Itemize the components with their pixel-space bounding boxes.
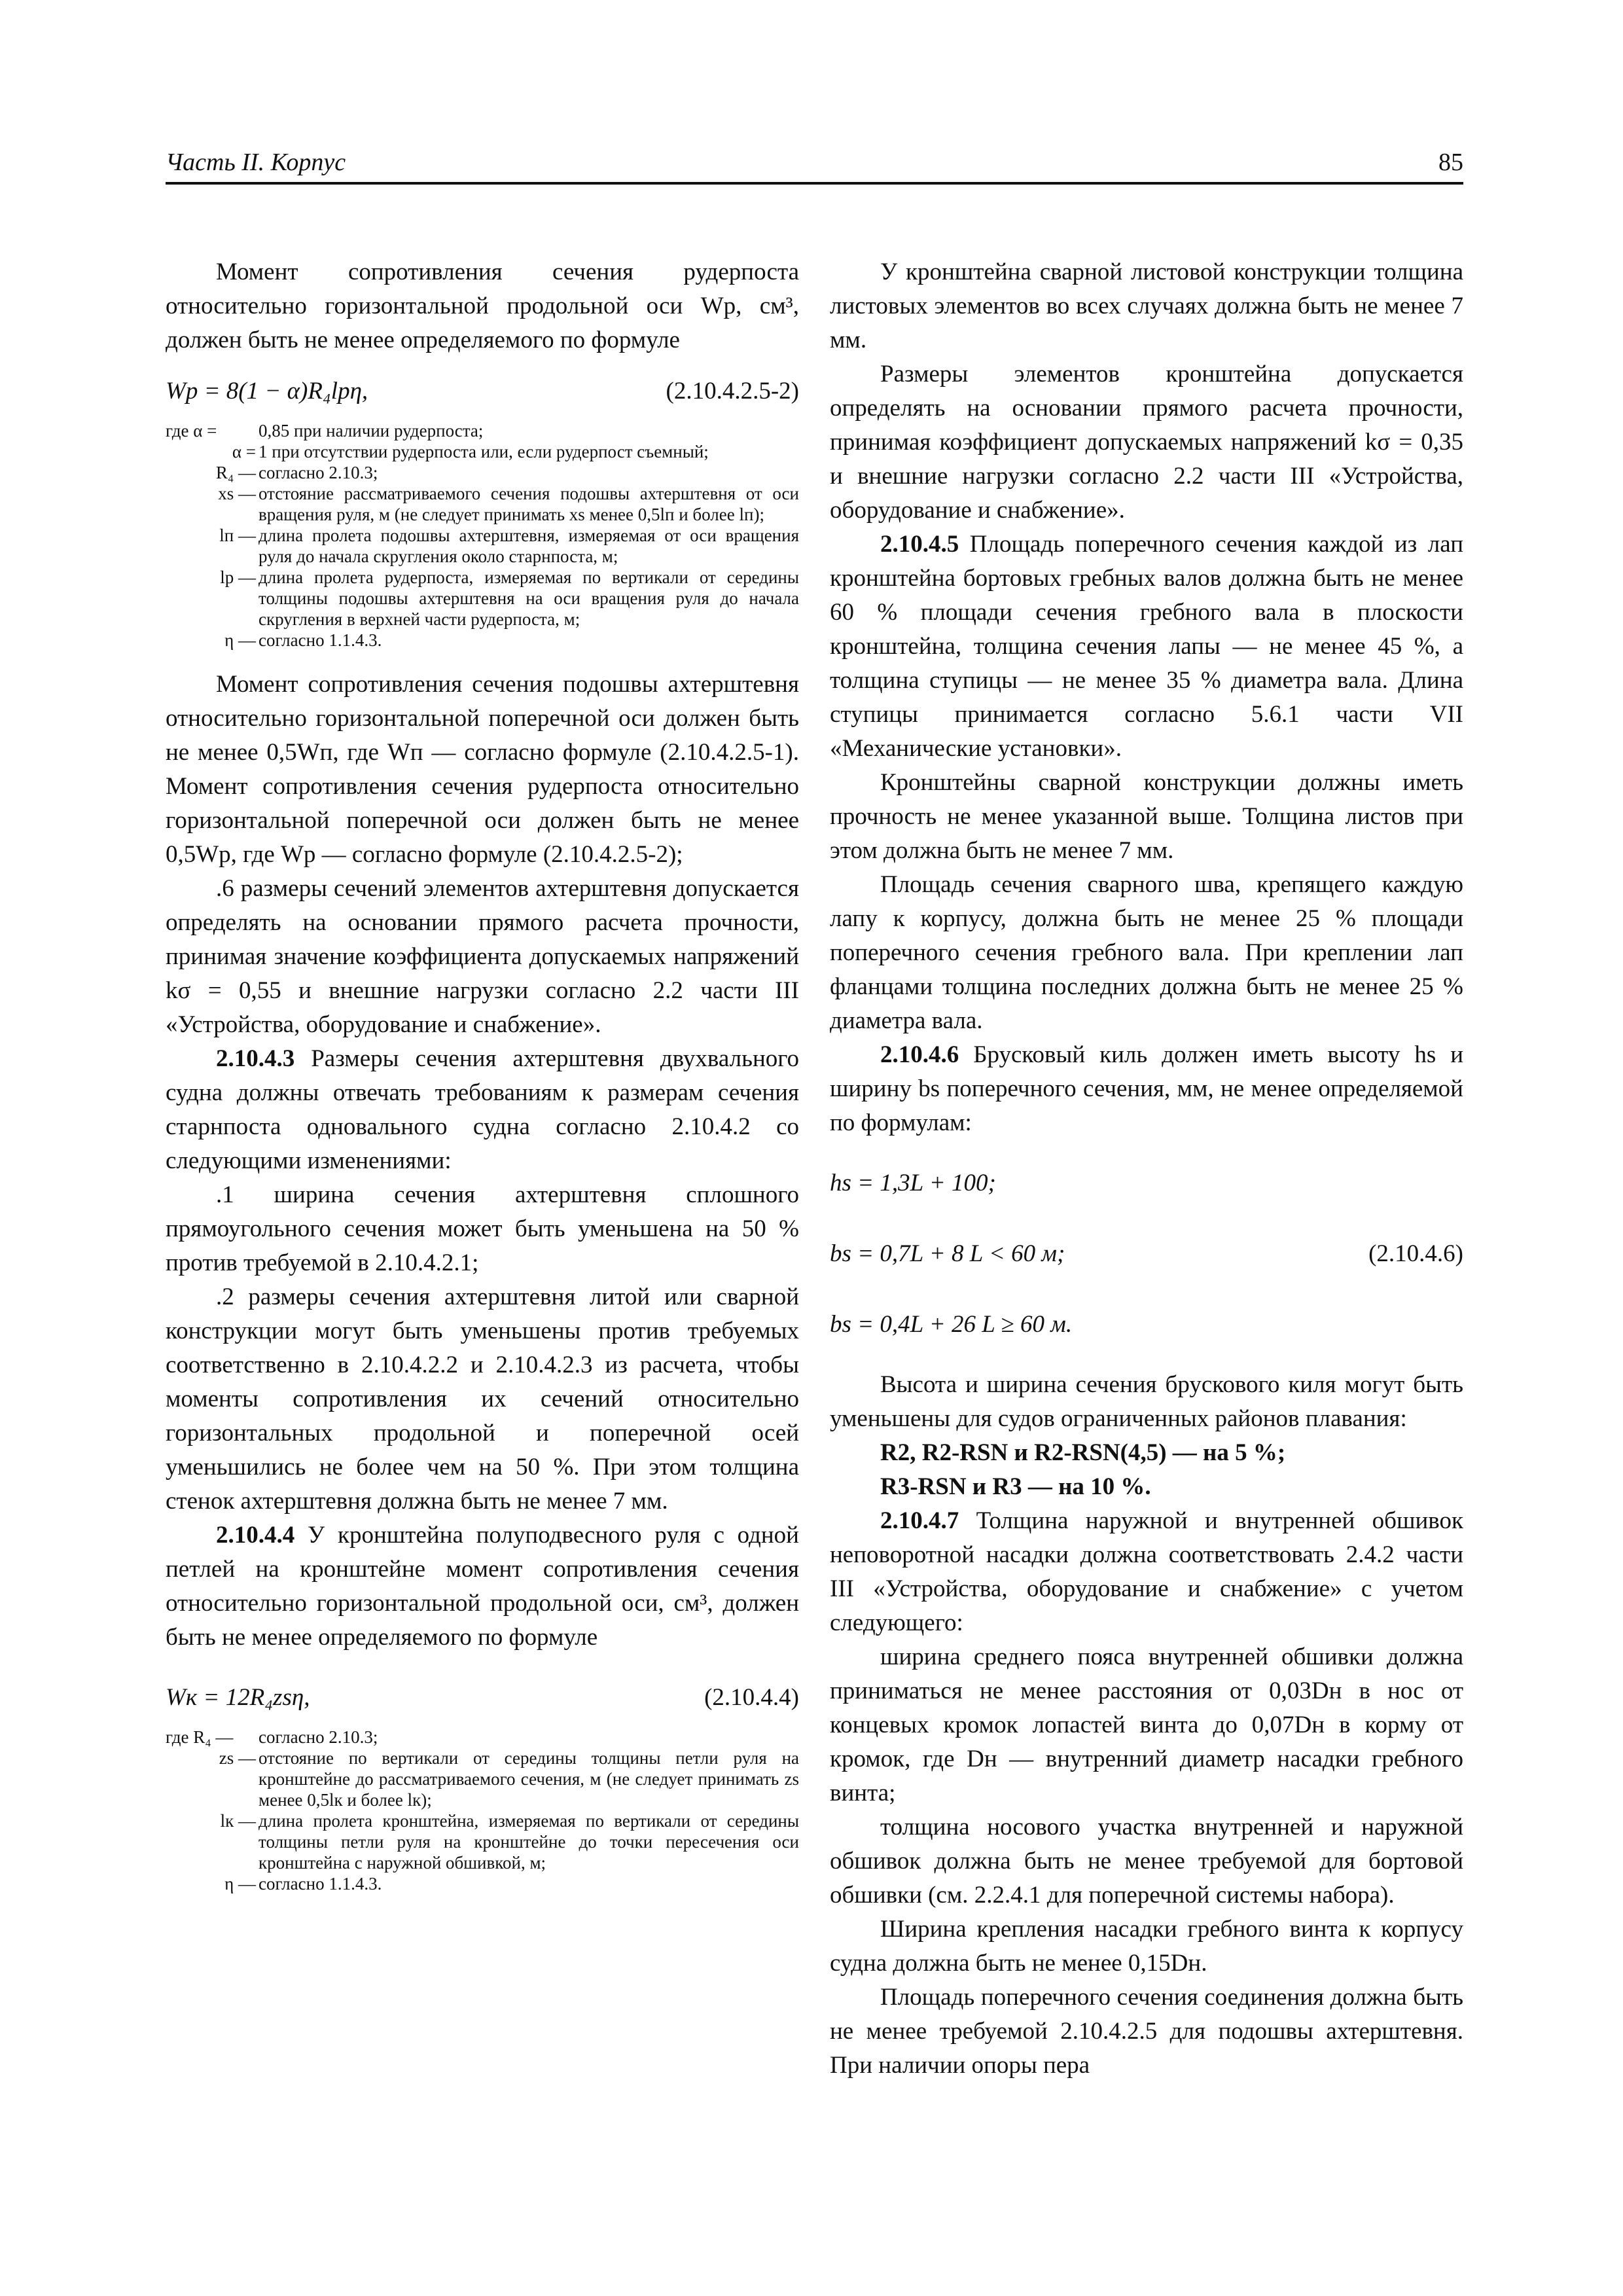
- formula-expression: bs = 0,7L + 8 L < 60 м;: [830, 1240, 1065, 1267]
- section-number: 2.10.4.3: [216, 1045, 295, 1072]
- legend-symbol: η —: [224, 630, 256, 650]
- legend-row: [166, 525, 799, 567]
- formula: [830, 1308, 1463, 1342]
- paragraph: Площадь поперечного сечения соединения должна быть не менее требуемой 2.10.4.2.5 для подошвы ахтерштевня. При наличии опоры пера: [830, 1984, 1463, 2079]
- legend-definition: отстояние рассматриваемого сечения подошвы ахтерштевня от оси вращения руля, м (не следует принимать xs менее 0,5lп и более lп);: [259, 484, 799, 524]
- paragraph-text: Площадь поперечного сечения каждой из лап кронштейна бортовых гребных валов должна быть не менее 60 % площади сечения гребного вала в плоскости кронштейна, толщина сечения лапы — не менее 45 %, а толщина ступицы — не менее 35 % диаметра вала. Длина ступицы принимается согласно 5.6.1 части VII «Механические установки».: [830, 531, 1463, 762]
- legend-row: [166, 1748, 799, 1810]
- legend-row: [166, 441, 799, 462]
- paragraph: ширина среднего пояса внутренней обшивки должна приниматься не менее расстояния от 0,03Dн в нос от концевых кромок лопастей винта до 0,07Dн в корму от кромок, где Dн — внутренний диаметр насадки гребного винта;: [830, 1643, 1463, 1806]
- legend-symbol: где α =: [166, 421, 217, 440]
- legend-symbol: lк —: [220, 1811, 256, 1831]
- paragraph: [830, 1038, 1463, 1140]
- paragraph: Площадь сечения сварного шва, крепящего каждую лапу к корпусу, должна быть не менее 25 % площади поперечного сечения гребного вала. При креплении лап фланцами толщина последних должна быть не менее 25 % диаметра вала.: [830, 871, 1463, 1034]
- formula-legend: [166, 420, 799, 651]
- paragraph: [166, 1042, 799, 1178]
- section-number: 2.10.4.4: [216, 1522, 295, 1549]
- legend-definition: длина пролета кронштейна, измеряемая по вертикали от середины толщины петли руля на кронштейне до точки пересечения оси кронштейна с наружной обшивкой, м;: [259, 1811, 799, 1873]
- paragraph: .1 ширина сечения ахтерштевня сплошного прямоугольного сечения может быть уменьшена на 50 % против требуемой в 2.10.4.2.1;: [166, 1181, 799, 1276]
- formula-expression: hs = 1,3L + 100;: [830, 1170, 996, 1196]
- formula: [830, 1166, 1463, 1200]
- paragraph: .6 размеры сечений элементов ахтерштевня допускается определять на основании прямого расчета прочности, принимая значение коэффициента допускаемых напряжений kσ = 0,55 и внешние нагрузки согласно 2.2 части III «Устройства, оборудование и снабжение».: [166, 875, 799, 1038]
- paragraph-text: Толщина наружной и внутренней обшивок неповоротной насадки должна соответствовать 2.4.2 части III «Устройства, оборудование и снабжение» с учетом следующего:: [830, 1507, 1463, 1636]
- paragraph: R3-RSN и R3 — на 10 %.: [880, 1473, 1151, 1500]
- legend-definition: согласно 2.10.3;: [259, 1727, 378, 1747]
- running-header: [166, 143, 1463, 185]
- formula-group: [830, 1166, 1463, 1342]
- legend-row: [166, 1810, 799, 1873]
- paragraph: Высота и ширина сечения брускового киля могут быть уменьшены для судов ограниченных районов плавания:: [830, 1371, 1463, 1432]
- paragraph: .2 размеры сечения ахтерштевня литой или сварной конструкции могут быть уменьшены против требуемых соответственно в 2.10.4.2.2 и 2.10.4.2.3 из расчета, чтобы моменты сопротивления их сечений относительно горизонтальных продольной и поперечной осей уменьшились не более чем на 50 %. При этом толщина стенок ахтерштевня должна быть не менее 7 мм.: [166, 1283, 799, 1515]
- paragraph: R2, R2-RSN и R2-RSN(4,5) — на 5 %;: [880, 1439, 1286, 1466]
- legend-symbol: lп —: [219, 526, 256, 545]
- legend-definition: отстояние по вертикали от середины толщины петли руля на кронштейне до рассматриваемого сечения, м (не следует принимать zs менее 0,5lк и более lк);: [259, 1748, 799, 1810]
- section-number: 2.10.4.6: [880, 1041, 959, 1068]
- legend-definition: согласно 1.1.4.3.: [259, 1874, 382, 1893]
- legend-definition: 0,85 при наличии рудерпоста;: [259, 421, 484, 440]
- legend-symbol: где R₄ —: [166, 1727, 234, 1747]
- legend-symbol: lp —: [220, 567, 256, 587]
- legend-symbol: zs —: [219, 1748, 256, 1768]
- legend-row: [166, 420, 799, 441]
- formula-number: (2.10.4.4): [704, 1684, 799, 1711]
- paragraph: [830, 528, 1463, 766]
- paragraph: Момент сопротивления сечения рудерпоста относительно горизонтальной продольной оси Wp, см³, должен быть не менее определяемого по формуле: [166, 259, 799, 353]
- legend-row: [166, 630, 799, 651]
- paragraph: У кронштейна сварной листовой конструкции толщина листовых элементов во всех случаях должна быть не менее 7 мм.: [830, 259, 1463, 353]
- formula-legend: [166, 1727, 799, 1894]
- legend-symbol: α =: [232, 442, 256, 461]
- legend-definition: длина пролета рудерпоста, измеряемая по вертикали от середины толщины подошвы ахтерштевня на оси вращения руля до начала скругления в верхней части рудерпоста, м;: [259, 567, 799, 629]
- legend-definition: 1 при отсутствии рудерпоста или, если рудерпост съемный;: [259, 442, 709, 461]
- legend-symbol: η —: [224, 1874, 256, 1893]
- formula: [830, 1237, 1463, 1271]
- formula-expression: Wк = 12R₄zsη,: [166, 1684, 310, 1711]
- paragraph: [166, 1518, 799, 1655]
- left-column: [166, 255, 799, 1911]
- paragraph: [830, 1504, 1463, 1640]
- paragraph: толщина носового участка внутренней и наружной обшивок должна быть не менее требуемой для бортовой обшивки (см. 2.2.4.1 для поперечной системы набора).: [830, 1814, 1463, 1909]
- formula-number: (2.10.4.2.5-2): [666, 378, 799, 404]
- paragraph-text: Размеры сечения ахтерштевня двухвального судна должны отвечать требованиям к размерам сечения старнпоста одновального судна согласно 2.10.4.2 со следующими изменениями:: [166, 1045, 799, 1174]
- section-number: 2.10.4.5: [880, 531, 959, 558]
- formula-expression: bs = 0,4L + 26 L ≥ 60 м.: [830, 1311, 1073, 1338]
- section-number: 2.10.4.7: [880, 1507, 959, 1534]
- page-number: 85: [1438, 149, 1463, 176]
- legend-definition: согласно 2.10.3;: [259, 463, 378, 482]
- paragraph: Ширина крепления насадки гребного винта к корпусу судна должна быть не менее 0,15Dн.: [830, 1916, 1463, 1977]
- paragraph: Кронштейны сварной конструкции должны иметь прочность не менее указанной выше. Толщина листов при этом должна быть не менее 7 мм.: [830, 769, 1463, 864]
- legend-symbol: R₄ —: [215, 463, 256, 482]
- legend-row: [166, 483, 799, 525]
- legend-row: [166, 462, 799, 483]
- formula: [166, 374, 799, 408]
- formula: [166, 1681, 799, 1715]
- part-title: Часть II. Корпус: [166, 149, 346, 176]
- paragraph-text: У кронштейна полуподвесного руля с одной петлей на кронштейне момент сопротивления сечения относительно горизонтальной продольной оси, см³, должен быть не менее определяемого по формуле: [166, 1522, 799, 1651]
- formula-number: (2.10.4.6): [1368, 1240, 1463, 1267]
- legend-row: [166, 567, 799, 630]
- right-column: [830, 255, 1463, 2083]
- formula-expression: Wp = 8(1 − α)R₄lpη,: [166, 378, 368, 404]
- legend-definition: длина пролета подошвы ахтерштевня, измеряемая от оси вращения руля до начала скругления около старнпоста, м;: [259, 526, 799, 566]
- legend-row: [166, 1873, 799, 1894]
- paragraph: Размеры элементов кронштейна допускается определять на основании прямого расчета прочности, принимая коэффициент допускаемых напряжений kσ = 0,35 и внешние нагрузки согласно 2.2 части III «Устройства, оборудование и снабжение».: [830, 361, 1463, 524]
- paragraph-text: Брусковый киль должен иметь высоту hs и ширину bs поперечного сечения, мм, не менее определяемой по формулам:: [830, 1041, 1463, 1136]
- legend-symbol: xs —: [218, 484, 256, 503]
- paragraph: Момент сопротивления сечения подошвы ахтерштевня относительно горизонтальной поперечной оси должен быть не менее 0,5Wп, где Wп — согласно формуле (2.10.4.2.5-1). Момент сопротивления сечения рудерпоста относительно горизонтальной поперечной оси должен быть не менее 0,5Wp, где Wp — согласно формуле (2.10.4.2.5-2);: [166, 671, 799, 868]
- legend-row: [166, 1727, 799, 1748]
- legend-definition: согласно 1.1.4.3.: [259, 630, 382, 650]
